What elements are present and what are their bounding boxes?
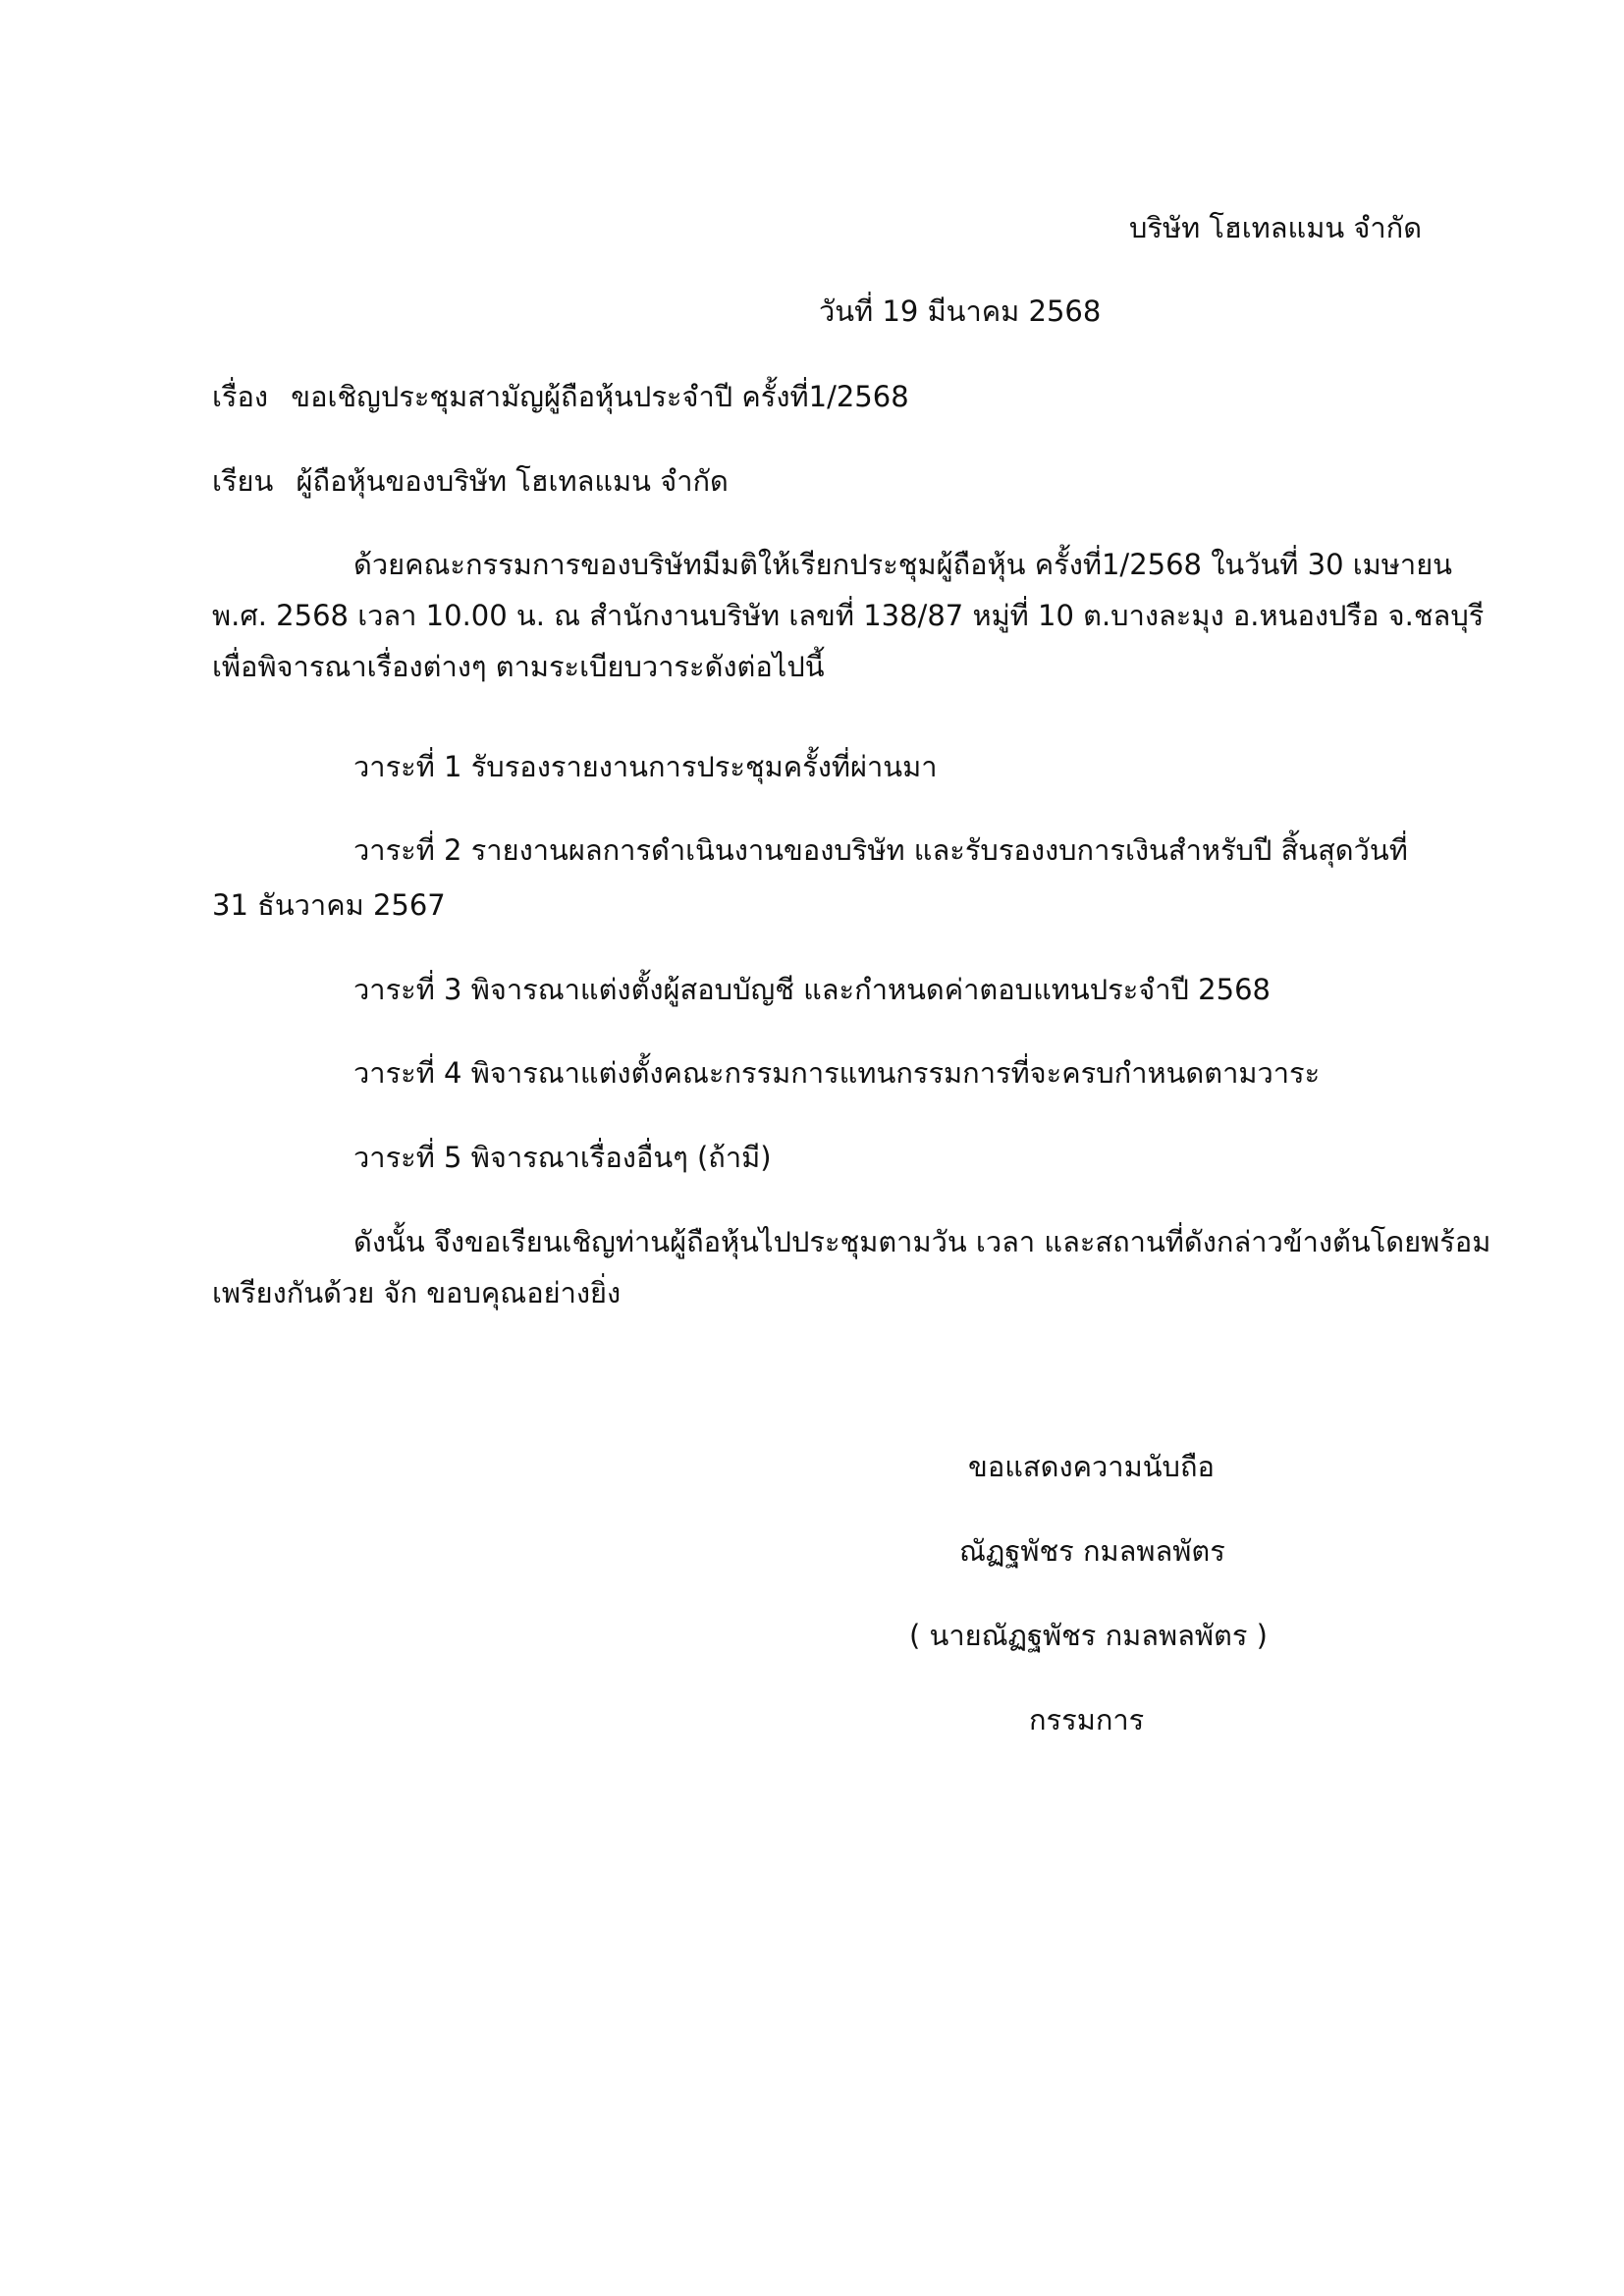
letter-date: วันที่ 19 มีนาคม 2568 xyxy=(819,294,1102,328)
signature-printed-name: ( นายณัฏฐพัชร กมลพลพัตร ) xyxy=(909,1619,1268,1652)
closing-paragraph xyxy=(212,1222,1491,1312)
signature-title: กรรมการ xyxy=(1029,1703,1145,1736)
agenda-item-3: วาระที่ 3 พิจารณาแต่งตั้งผู้สอบบัญชี และกำหนดค่าตอบแทนประจำปี 2568 xyxy=(353,973,1271,1006)
closing-line-2: เพรียงกันด้วย จัก ขอบคุณอย่างยิ่ง xyxy=(212,1276,622,1309)
recipient-text: ผู้ถือหุ้นของบริษัท โฮเทลแมน จำกัด xyxy=(296,464,729,498)
intro-line-3: เพื่อพิจารณาเรื่องต่างๆ ตามระเบียบวาระดังต่อไปนี้ xyxy=(212,650,825,683)
subject-label: เรื่อง xyxy=(212,380,269,413)
intro-paragraph xyxy=(212,545,1485,686)
company-name: บริษัท โฮเทลแมน จำกัด xyxy=(1129,211,1423,244)
recipient-label: เรียน xyxy=(212,464,274,498)
intro-line-2: พ.ศ. 2568 เวลา 10.00 น. ณ สำนักงานบริษัท เลขที่ 138/87 หมู่ที่ 10 ต.บางละมุง อ.หนองปรือ จ.ชลบุรี xyxy=(212,599,1485,632)
recipient-line xyxy=(212,461,729,501)
agenda-item-2-continuation: 31 ธันวาคม 2567 xyxy=(212,888,446,922)
closing-line-1: ดังนั้น จึงขอเรียนเชิญท่านผู้ถือหุ้นไปประชุมตามวัน เวลา และสถานที่ดังกล่าวข้างต้นโดยพร้อม xyxy=(353,1225,1491,1258)
intro-line-1: ด้วยคณะกรรมการของบริษัทมีมติให้เรียกประชุมผู้ถือหุ้น ครั้งที่1/2568 ในวันที่ 30 เมษายน xyxy=(353,548,1453,581)
agenda-item-4: วาระที่ 4 พิจารณาแต่งตั้งคณะกรรมการแทนกรรมการที่จะครบกำหนดตามวาระ xyxy=(353,1056,1321,1090)
signature-regards: ขอแสดงความนับถือ xyxy=(968,1450,1215,1483)
subject-text: ขอเชิญประชุมสามัญผู้ถือหุ้นประจำปี ครั้งที่1/2568 xyxy=(291,380,909,413)
agenda-item-2: วาระที่ 2 รายงานผลการดำเนินงานของบริษัท และรับรองงบการเงินสำหรับปี สิ้นสุดวันที่ xyxy=(353,833,1408,867)
signature-signed-name: ณัฏฐพัชร กมลพลพัตร xyxy=(959,1534,1225,1568)
agenda-item-5: วาระที่ 5 พิจารณาเรื่องอื่นๆ (ถ้ามี) xyxy=(353,1141,772,1174)
agenda-item-1: วาระที่ 1 รับรองรายงานการประชุมครั้งที่ผ่านมา xyxy=(353,750,938,783)
subject-line xyxy=(212,377,909,416)
